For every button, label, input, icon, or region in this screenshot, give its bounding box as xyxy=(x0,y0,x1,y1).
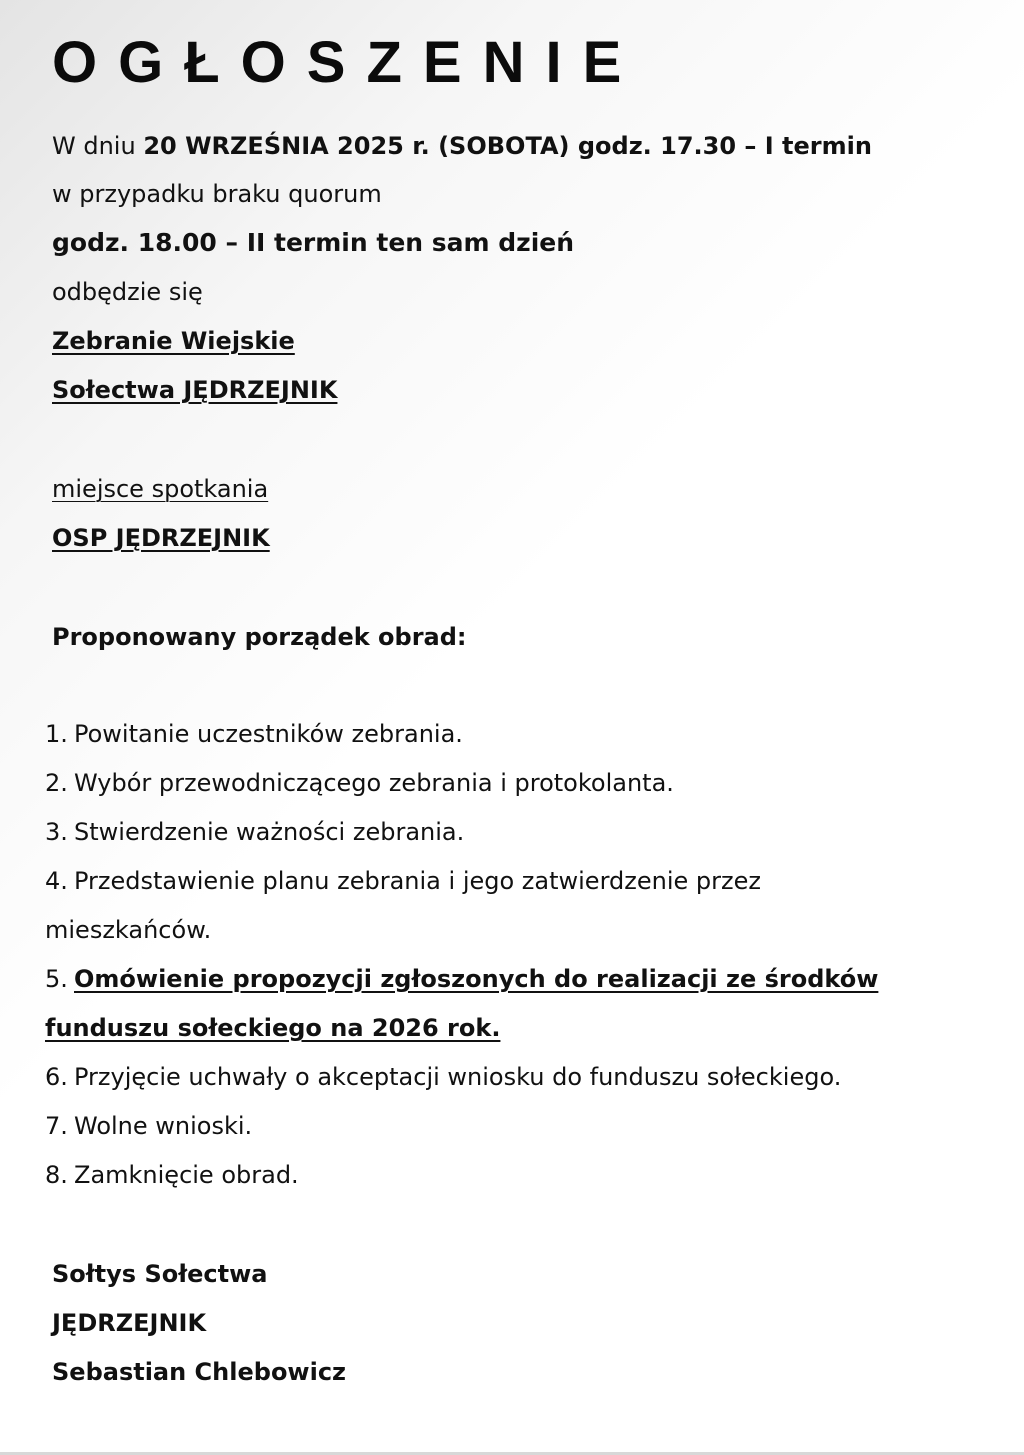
agenda-item-continuation: funduszu sołeckiego na 2026 rok. xyxy=(45,1014,501,1042)
agenda-item xyxy=(45,866,761,896)
agenda-item-text: Zamknięcie obrad. xyxy=(74,1161,299,1189)
agenda-item-number: 7. xyxy=(45,1112,68,1140)
agenda-item-text: Wybór przewodniczącego zebrania i protokolanta. xyxy=(74,769,674,797)
agenda-item xyxy=(45,719,463,749)
agenda-item xyxy=(45,1062,841,1092)
agenda-item-number: 8. xyxy=(45,1161,68,1189)
agenda-item-text: Przyjęcie uchwały o akceptacji wniosku do funduszu sołeckiego. xyxy=(74,1063,842,1091)
agenda-item-text: Stwierdzenie ważności zebrania. xyxy=(74,818,465,846)
will-take-place-line: odbędzie się xyxy=(52,278,203,306)
date-prefix: W dniu xyxy=(52,132,144,160)
second-term-line: godz. 18.00 – II termin ten sam dzień xyxy=(52,228,575,257)
agenda-item-number: 5. xyxy=(45,965,68,993)
page-title: OGŁOSZENIE xyxy=(52,30,643,95)
agenda-item xyxy=(45,817,464,847)
agenda-item-highlighted xyxy=(45,964,878,994)
agenda-item-text: Wolne wnioski. xyxy=(74,1112,253,1140)
agenda-item-text: Omówienie propozycji zgłoszonych do realizacji ze środków xyxy=(74,965,879,993)
agenda-item xyxy=(45,768,674,798)
signature-title: Sołtys Sołectwa xyxy=(52,1260,268,1288)
agenda-item-continuation: mieszkańców. xyxy=(45,916,212,944)
signature-village: JĘDRZEJNIK xyxy=(52,1309,207,1337)
agenda-heading: Proponowany porządek obrad: xyxy=(52,623,467,651)
meeting-name-line-1: Zebranie Wiejskie xyxy=(52,327,295,355)
agenda-item xyxy=(45,1111,252,1141)
date-and-time: 20 WRZEŚNIA 2025 r. (SOBOTA) godz. 17.30 – I termin xyxy=(143,132,872,160)
date-line xyxy=(52,131,872,161)
place-name: OSP JĘDRZEJNIK xyxy=(52,524,270,552)
agenda-item-number: 1. xyxy=(45,720,68,748)
agenda-item-number: 4. xyxy=(45,867,68,895)
meeting-name-line-2: Sołectwa JĘDRZEJNIK xyxy=(52,376,338,404)
quorum-line: w przypadku braku quorum xyxy=(52,180,382,208)
agenda-item-number: 2. xyxy=(45,769,68,797)
agenda-item-number: 6. xyxy=(45,1063,68,1091)
agenda-item xyxy=(45,1160,299,1190)
agenda-item-text: Przedstawienie planu zebrania i jego zatwierdzenie przez xyxy=(74,867,761,895)
place-label: miejsce spotkania xyxy=(52,475,269,503)
agenda-item-text: Powitanie uczestników zebrania. xyxy=(74,720,463,748)
signature-name: Sebastian Chlebowicz xyxy=(52,1358,347,1386)
agenda-item-number: 3. xyxy=(45,818,68,846)
